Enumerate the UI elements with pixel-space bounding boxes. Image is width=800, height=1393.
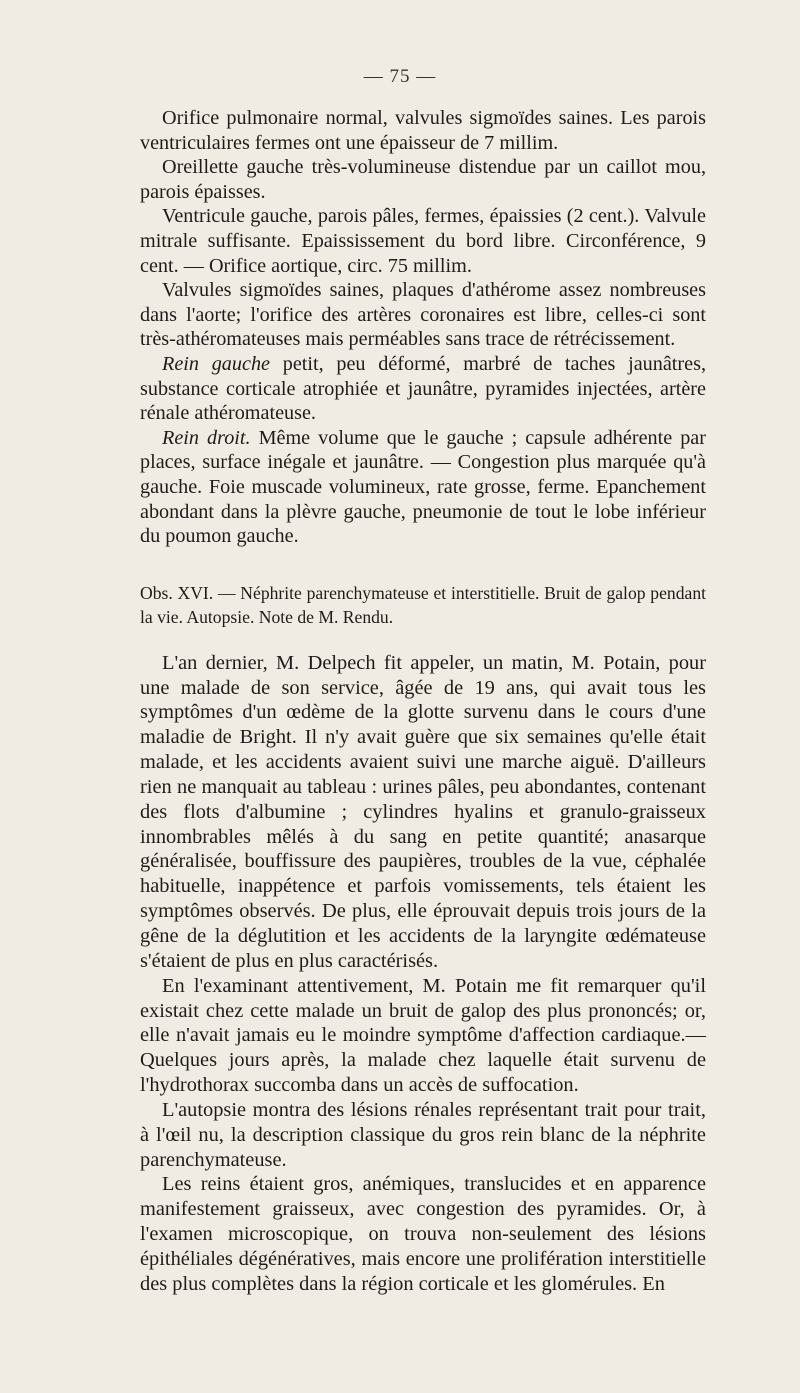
right-kidney-label: Rein droit. xyxy=(162,426,251,449)
observation-title: Néphrite parenchymateuse et interstitielle. Bruit de galop pendant la vie. Autopsie. Note de M. Rendu. xyxy=(140,582,706,627)
observation-number: Obs. XVI. — xyxy=(140,582,236,603)
right-kidney-text: Même volume que le gauche ; capsule adhérente par places, surface inégale et jaunâtre. — Congestion plus marquée qu'à gauche. Foie muscade volumineux, rate grosse, ferme. Epanchement abondant dans la plèvre gauche, pneumonie de tout le lobe inférieur du poumon gauche. xyxy=(140,426,706,548)
page-body xyxy=(140,106,706,1297)
paragraph-left-kidney xyxy=(140,352,706,426)
paragraph-autopsy: L'autopsie montra des lésions rénales représentant trait pour trait, à l'œil nu, la description classique du gros rein blanc de la néphrite parenchymateuse. xyxy=(140,1098,706,1171)
paragraph-pulmonary-orifice: Orifice pulmonaire normal, valvules sigmoïdes saines. Les parois ventriculaires fermes ont une épaisseur de 7 millim. xyxy=(140,107,706,154)
paragraph-left-atrium: Oreillette gauche très-volumineuse distendue par un caillot mou, parois épaisses. xyxy=(140,156,706,203)
left-kidney-label: Rein gauche xyxy=(162,352,271,375)
autopsy-findings-section xyxy=(140,106,706,549)
paragraph-left-ventricle: Ventricule gauche, parois pâles, fermes, épaissies (2 cent.). Valvule mitrale suffisante. Epaississement du bord libre. Circonférence, 9 cent. — Orifice aortique, circ. 75 millim. xyxy=(140,205,706,277)
paragraph-gallop-rhythm: En l'examinant attentivement, M. Potain me fit remarquer qu'il existait chez cette malade un bruit de galop des plus prononcés; or, elle n'avait jamais eu le moindre symptôme d'affection cardiaque.— Quelques jours après, la malade chez laquelle était survenu de l'hydrothorax succomba dans un accès de suffocation. xyxy=(140,974,706,1097)
case-narrative-section xyxy=(140,651,706,1297)
paragraph-right-kidney xyxy=(140,426,706,549)
paragraph-sigmoid-valves: Valvules sigmoïdes saines, plaques d'athérome assez nombreuses dans l'aorte; l'orifice des artères coronaires est libre, celles-ci sont très-athéromateuses mais perméables sans trace de rétrécissement. xyxy=(140,279,706,351)
paragraph-kidneys-microscopy: Les reins étaient gros, anémiques, translucides et en apparence manifestement graisseux, avec congestion des pyramides. Or, à l'examen microscopique, on trouva non-seulement des lésions épithéliales dégénératives, mais encore une prolifération interstitielle des plus complètes dans la région corticale et les glomérules. En xyxy=(140,1173,706,1295)
left-kidney-text: petit, peu déformé, marbré de taches jaunâtres, substance corticale atrophiée et jaunâtre, pyramides injectées, artère rénale athéromateuse. xyxy=(140,352,706,425)
paragraph-case-history: L'an dernier, M. Delpech fit appeler, un matin, M. Potain, pour une malade de son service, âgée de 19 ans, qui avait tous les symptômes d'un œdème de la glotte survenu dans le cours d'une maladie de Bright. Il n'y avait guère que six semaines qu'elle était malade, et les accidents avaient suivi une marche aiguë. D'ailleurs rien ne manquait au tableau : urines pâles, peu abondantes, contenant des flots d'albumine ; cylindres hyalins et granulo-graisseux innombrables mêlés à du sang en petite quantité; anasarque généralisée, bouffissure des paupières, troubles de la vue, céphalée habituelle, inappétence et parfois vomissements, tels étaient les symptômes observés. De plus, elle éprouvait depuis trois jours de la gêne de la déglutition et les accidents de la laryngite œdémateuse s'étaient de plus en plus caractérisés. xyxy=(140,651,706,972)
page-number: — 75 — xyxy=(363,66,437,87)
observation-heading xyxy=(140,581,706,629)
